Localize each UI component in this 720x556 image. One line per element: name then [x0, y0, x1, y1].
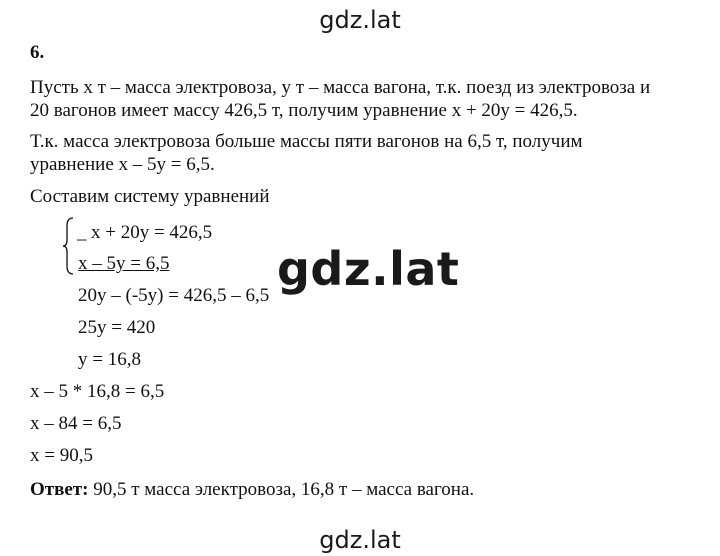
- paragraph-2-line-2: уравнение х – 5у = 6,5.: [30, 154, 215, 175]
- system-equation-1: х + 20у = 426,5: [91, 222, 213, 243]
- watermark-center: gdz.lat: [277, 242, 460, 296]
- system-brace-icon: [62, 216, 74, 276]
- system-equation-2: х – 5у = 6,5: [78, 253, 170, 274]
- step-subtract: 20у – (-5у) = 426,5 – 6,5: [78, 285, 270, 306]
- step-y-value: у = 16,8: [78, 349, 141, 370]
- answer-label: Ответ:: [30, 479, 89, 500]
- answer-text: 90,5 т масса электровоза, 16,8 т – масса вагона.: [88, 479, 475, 500]
- paragraph-3: Составим систему уравнений: [30, 186, 270, 207]
- paragraph-2-line-1: Т.к. масса электровоза больше массы пяти вагонов на 6,5 т, получим: [30, 131, 583, 152]
- watermark-top: gdz.lat: [319, 6, 401, 34]
- step-simplify: 25у = 420: [78, 317, 156, 338]
- system-minus-sign: _: [77, 222, 87, 243]
- paragraph-1-line-1: Пусть х т – масса электровоза, у т – масса вагона, т.к. поезд из электровоза и: [30, 77, 651, 98]
- answer-line: [30, 479, 474, 501]
- step-substitute: х – 5 * 16,8 = 6,5: [30, 381, 165, 402]
- task-number: 6.: [30, 42, 45, 63]
- paragraph-1-line-2: 20 вагонов имеет массу 426,5 т, получим уравнение х + 20у = 426,5.: [30, 100, 578, 121]
- watermark-bottom: gdz.lat: [319, 526, 401, 554]
- step-multiply: х – 84 = 6,5: [30, 413, 122, 434]
- step-x-value: х = 90,5: [30, 445, 93, 466]
